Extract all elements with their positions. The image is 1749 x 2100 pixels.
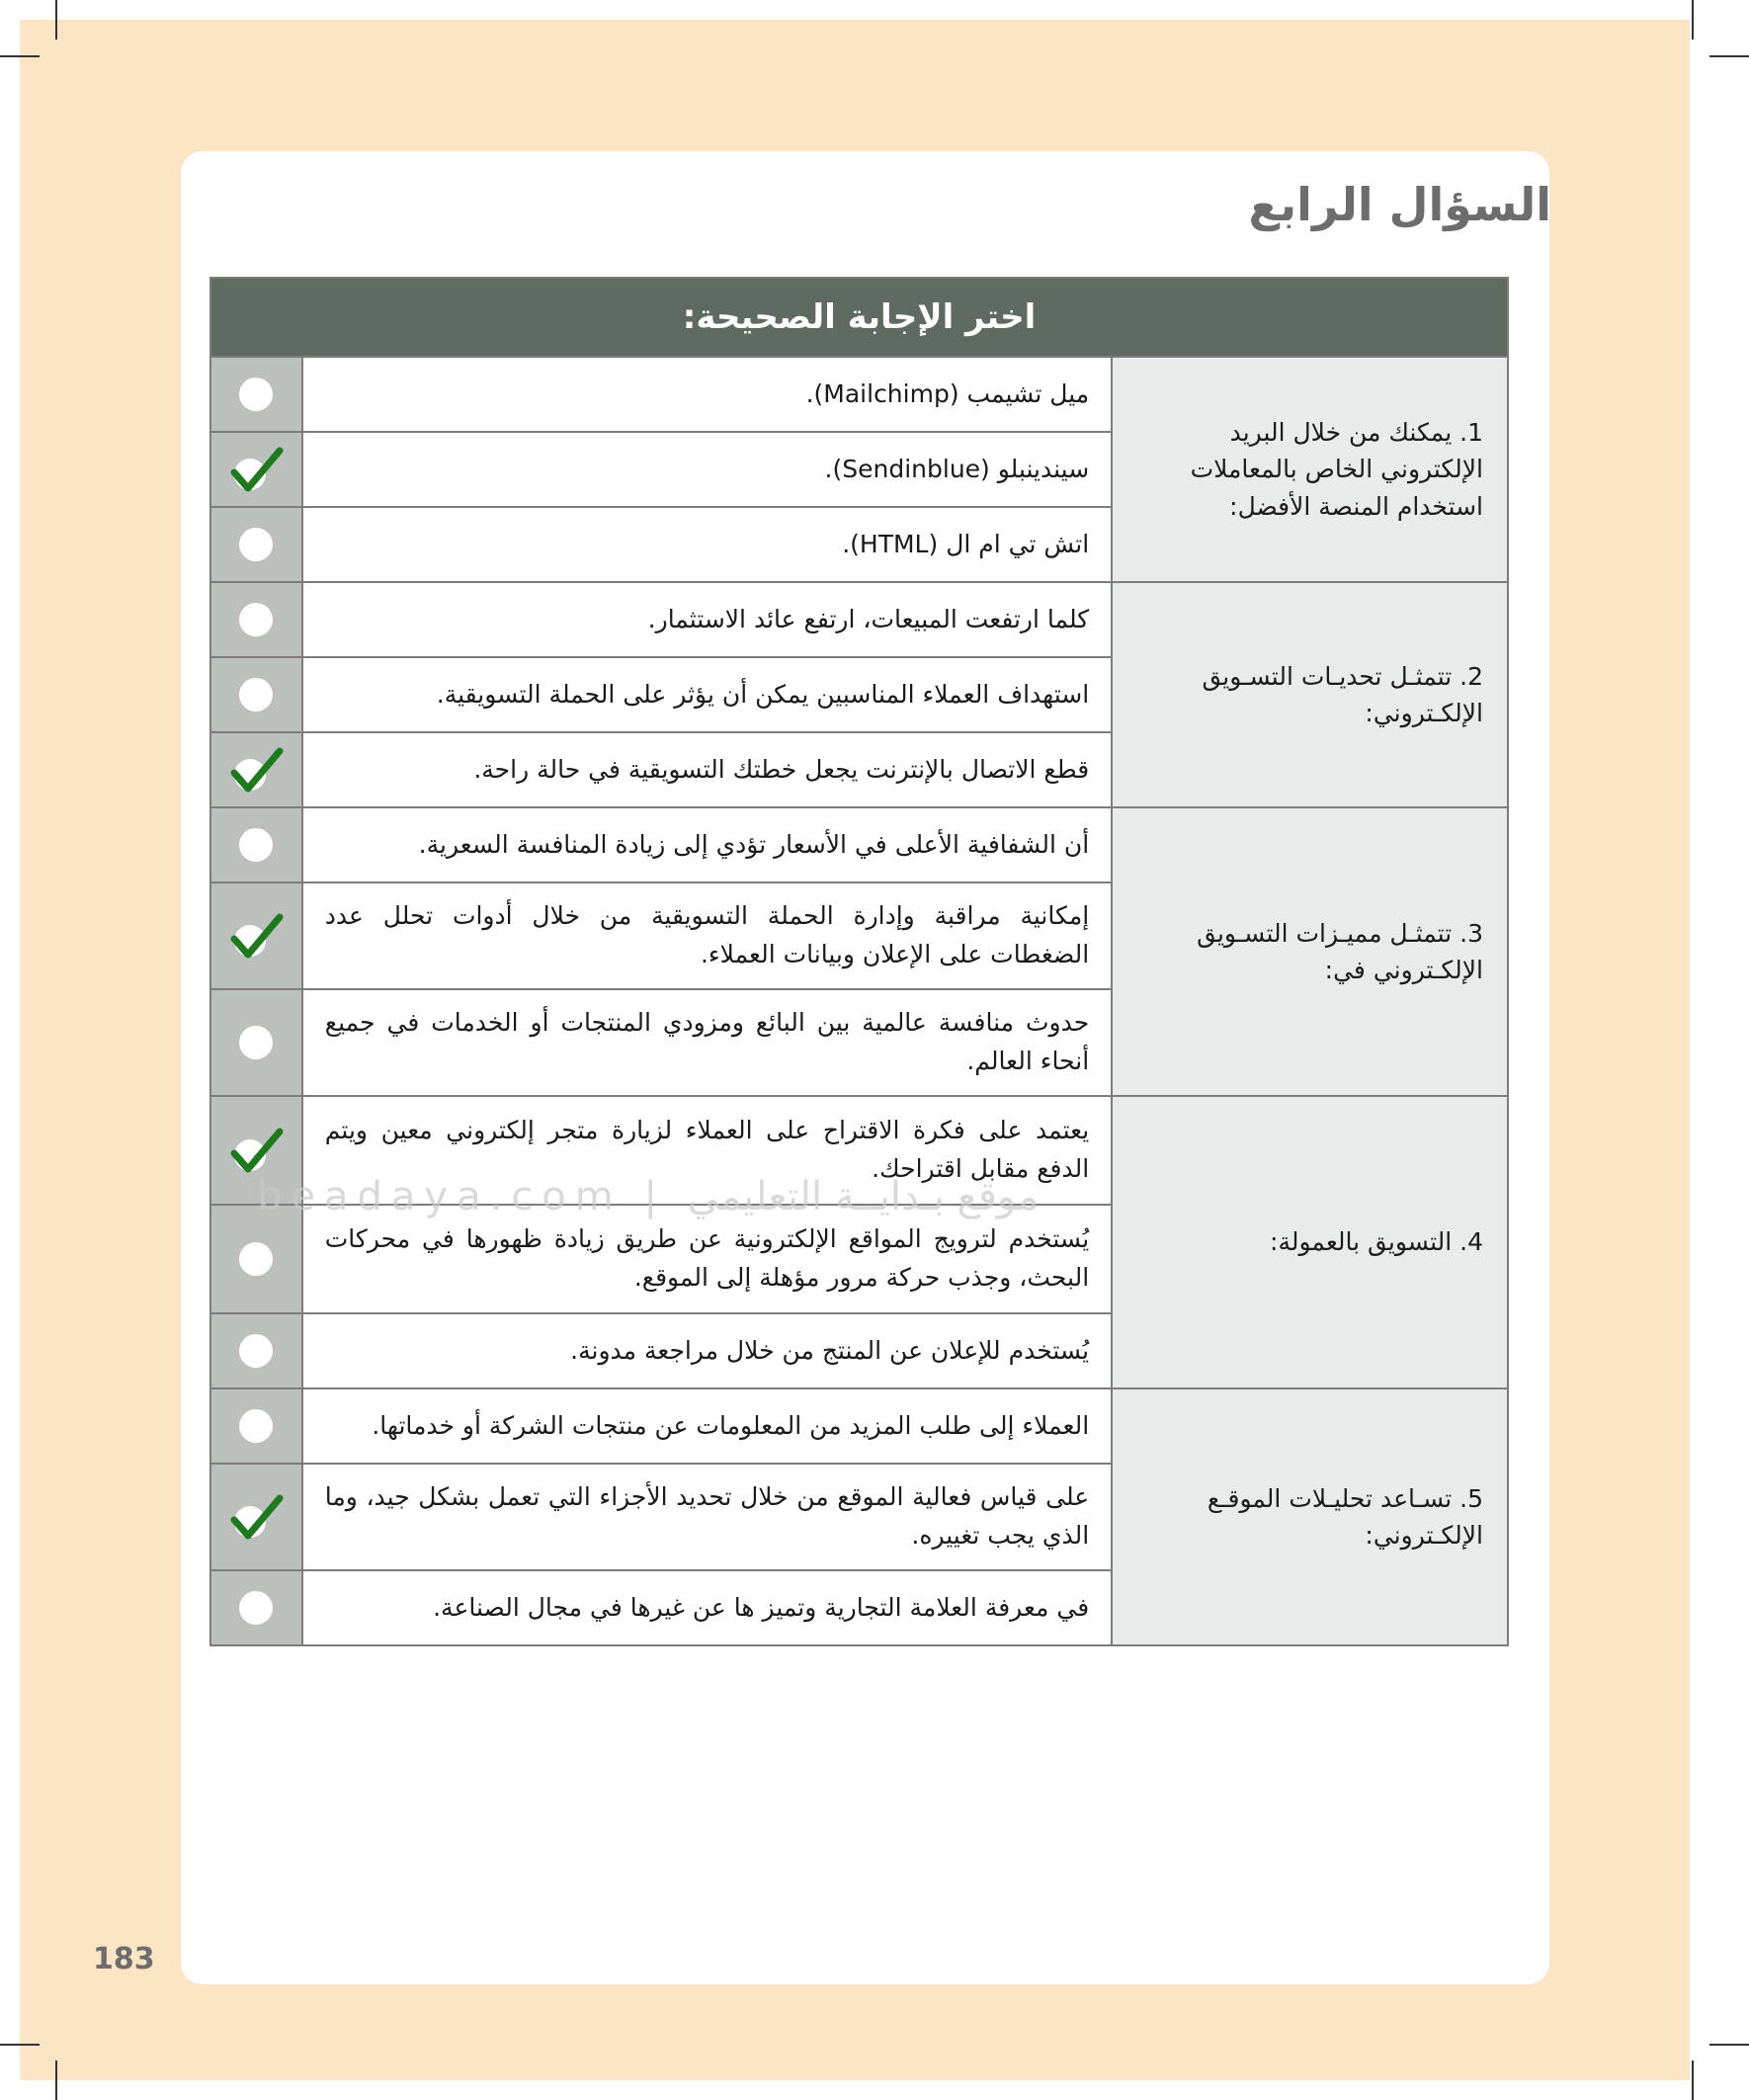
checkmark-icon: [228, 1126, 284, 1175]
crop-mark: [55, 0, 57, 40]
answer-marker[interactable]: [210, 507, 302, 582]
crop-mark: [1709, 55, 1749, 57]
answer-marker[interactable]: [210, 432, 302, 507]
option-text: يُستخدم لترويج المواقع الإلكترونية عن طريق زيادة ظهورها في محركات البحث، وجذب حركة مرور مؤهلة إلى الموقع.: [302, 1205, 1112, 1313]
answer-marker[interactable]: [210, 1205, 302, 1313]
answer-marker[interactable]: [210, 357, 302, 432]
empty-circle-icon: [239, 378, 273, 411]
question-text: 1. يمكنك من خلال البريد الإلكتروني الخاص بالمعاملات استخدام المنصة الأفضل:: [1112, 357, 1508, 582]
option-text: العملاء إلى طلب المزيد من المعلومات عن منتجات الشركة أو خدماتها.: [302, 1388, 1112, 1464]
checkmark-icon: [228, 911, 284, 961]
answer-marker[interactable]: [210, 1570, 302, 1645]
option-text: على قياس فعالية الموقع من خلال تحديد الأجزاء التي تعمل بشكل جيد، وما الذي يجب تغييره.: [302, 1464, 1112, 1570]
section-title: السؤال الرابع: [1248, 178, 1551, 231]
option-text: أن الشفافية الأعلى في الأسعار تؤدي إلى زيادة المنافسة السعرية.: [302, 807, 1112, 882]
empty-circle-icon: [239, 1409, 273, 1443]
question-text: 3. تتمثـل مميـزات التسـويق الإلكـتروني في:: [1112, 807, 1508, 1096]
crop-mark: [0, 2044, 40, 2046]
empty-circle-icon: [239, 1334, 273, 1368]
empty-circle-icon: [239, 678, 273, 712]
answer-marker[interactable]: [210, 582, 302, 657]
answer-marker[interactable]: [210, 657, 302, 732]
empty-circle-icon: [239, 1591, 273, 1625]
answer-marker[interactable]: [210, 732, 302, 807]
option-text: ميل تشيمب (Mailchimp).: [302, 357, 1112, 432]
answer-marker[interactable]: [210, 1464, 302, 1570]
watermark: beadaya.com | موقع بـدايــة التعليمي: [257, 1174, 1040, 1219]
option-text: اتش تي ام ال (HTML).: [302, 507, 1112, 582]
crop-mark: [1692, 2060, 1694, 2100]
empty-circle-icon: [239, 828, 273, 862]
option-text: يُستخدم للإعلان عن المنتج من خلال مراجعة مدونة.: [302, 1313, 1112, 1388]
question-table: [209, 277, 1509, 1646]
empty-circle-icon: [239, 1026, 273, 1059]
question-text: 4. التسويق بالعمولة:: [1112, 1096, 1508, 1388]
option-text: استهداف العملاء المناسبين يمكن أن يؤثر على الحملة التسويقية.: [302, 657, 1112, 732]
answer-marker[interactable]: [210, 807, 302, 882]
answer-marker[interactable]: [210, 1313, 302, 1388]
checkmark-icon: [228, 445, 284, 494]
empty-circle-icon: [239, 528, 273, 561]
checkmark-icon: [228, 745, 284, 795]
empty-circle-icon: [239, 603, 273, 636]
crop-mark: [0, 55, 40, 57]
option-text: سيندينبلو (Sendinblue).: [302, 432, 1112, 507]
empty-circle-icon: [239, 1242, 273, 1276]
option-text: يعتمد على فكرة الاقتراح على العملاء لزيارة متجر إلكتروني معين ويتم الدفع مقابل اقتراحك.: [302, 1096, 1112, 1205]
answer-marker[interactable]: [210, 882, 302, 989]
checkmark-icon: [228, 1492, 284, 1542]
table-header: اختر الإجابة الصحيحة:: [210, 278, 1508, 357]
question-text: 5. تسـاعد تحليـلات الموقـع الإلكـتروني:: [1112, 1388, 1508, 1645]
option-text: إمكانية مراقبة وإدارة الحملة التسويقية من خلال أدوات تحلل عدد الضغطات على الإعلان وبيانات العملاء.: [302, 882, 1112, 989]
option-text: حدوث منافسة عالمية بين البائع ومزودي المنتجات أو الخدمات في جميع أنحاء العالم.: [302, 989, 1112, 1096]
option-text: كلما ارتفعت المبيعات، ارتفع عائد الاستثمار.: [302, 582, 1112, 657]
option-text: في معرفة العلامة التجارية وتميز ها عن غيرها في مجال الصناعة.: [302, 1570, 1112, 1645]
crop-mark: [1709, 2044, 1749, 2046]
crop-mark: [1692, 0, 1694, 40]
answer-marker[interactable]: [210, 989, 302, 1096]
answer-marker[interactable]: [210, 1388, 302, 1464]
page-number: 183: [93, 1942, 155, 1976]
option-text: قطع الاتصال بالإنترنت يجعل خطتك التسويقية في حالة راحة.: [302, 732, 1112, 807]
question-text: 2. تتمثـل تحديـات التسـويق الإلكـتروني:: [1112, 582, 1508, 807]
crop-mark: [55, 2060, 57, 2100]
